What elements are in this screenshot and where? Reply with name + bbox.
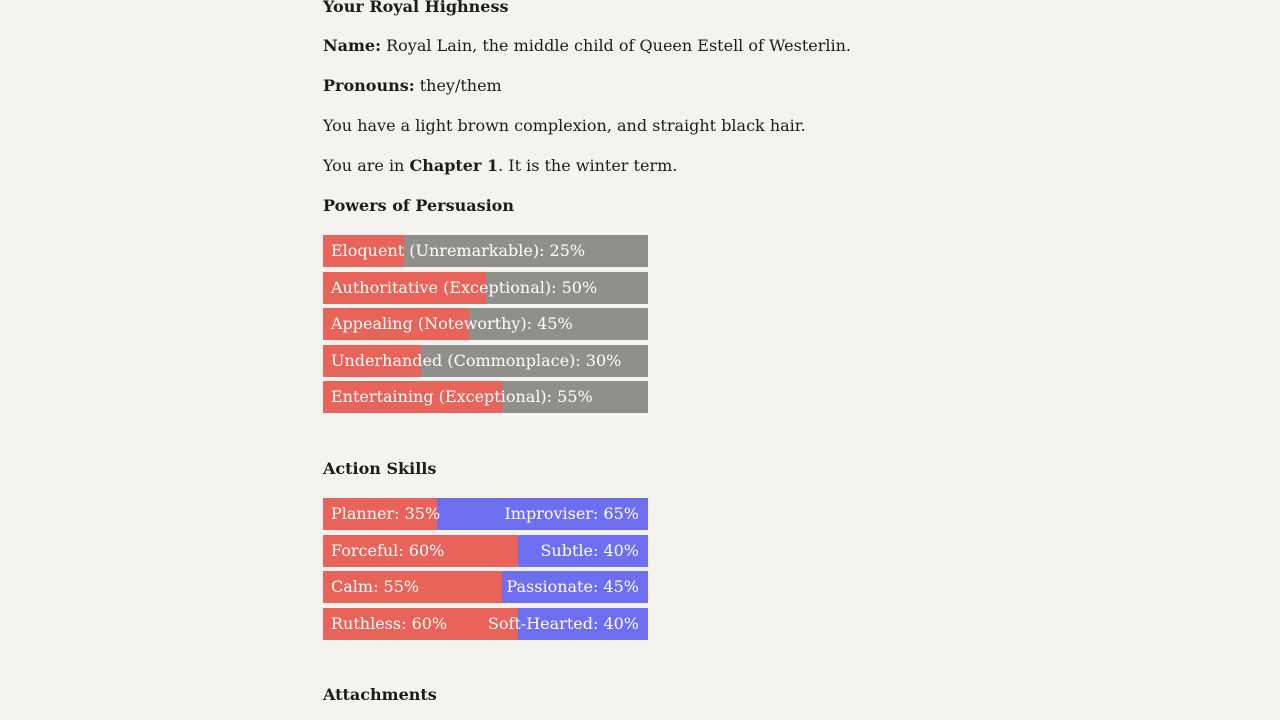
opposed-bar-ruthless-softhearted [323, 608, 648, 640]
stat-bar-entertaining [323, 381, 648, 413]
stat-bar-label: Underhanded (Commonplace): 30% [331, 351, 622, 370]
appearance-text: You have a light brown complexion, and straight black hair. [323, 116, 806, 135]
stat-bar-label: Eloquent (Unremarkable): 25% [331, 241, 586, 260]
chapter-prefix: You are in [323, 156, 410, 175]
stat-bar-appealing [323, 308, 648, 340]
opposed-bar-calm-passionate [323, 571, 648, 603]
pronouns-label: Pronouns: [323, 76, 415, 95]
opposed-bar-left-label: Planner: 35% [331, 504, 441, 523]
chapter-line [323, 156, 677, 176]
page-title: Your Royal Highness [323, 0, 509, 16]
stat-bar-eloquent [323, 235, 648, 267]
stat-bar-underhanded [323, 345, 648, 377]
opposed-bar-left-label: Forceful: 60% [331, 541, 445, 560]
stat-bar-authoritative [323, 272, 648, 304]
opposed-bar-right-label: Soft-Hearted: 40% [487, 614, 639, 633]
stat-bar-label: Authoritative (Exceptional): 50% [331, 278, 598, 297]
action-skills-heading: Action Skills [323, 459, 437, 478]
opposed-bar-left-label: Calm: 55% [331, 577, 420, 596]
opposed-bar-left-label: Ruthless: 60% [331, 614, 448, 633]
opposed-bar-right-label: Passionate: 45% [506, 577, 639, 596]
name-value: Royal Lain, the middle child of Queen Estell of Westerlin. [381, 36, 852, 55]
opposed-bar-right-label: Subtle: 40% [540, 541, 639, 560]
pronouns-line [323, 76, 502, 96]
persuasion-heading: Powers of Persuasion [323, 196, 514, 215]
attachments-heading: Attachments [323, 685, 437, 704]
stat-bar-label: Appealing (Noteworthy): 45% [331, 314, 573, 333]
chapter-suffix: . It is the winter term. [498, 156, 678, 175]
opposed-bar-right-label: Improviser: 65% [504, 504, 639, 523]
opposed-bar-planner-improviser [323, 498, 648, 530]
chapter-name: Chapter 1 [409, 156, 499, 175]
stat-bar-label: Entertaining (Exceptional): 55% [331, 387, 593, 406]
pronouns-value: they/them [414, 76, 502, 95]
name-line [323, 36, 851, 56]
opposed-bar-forceful-subtle [323, 535, 648, 567]
name-label: Name: [323, 36, 382, 55]
